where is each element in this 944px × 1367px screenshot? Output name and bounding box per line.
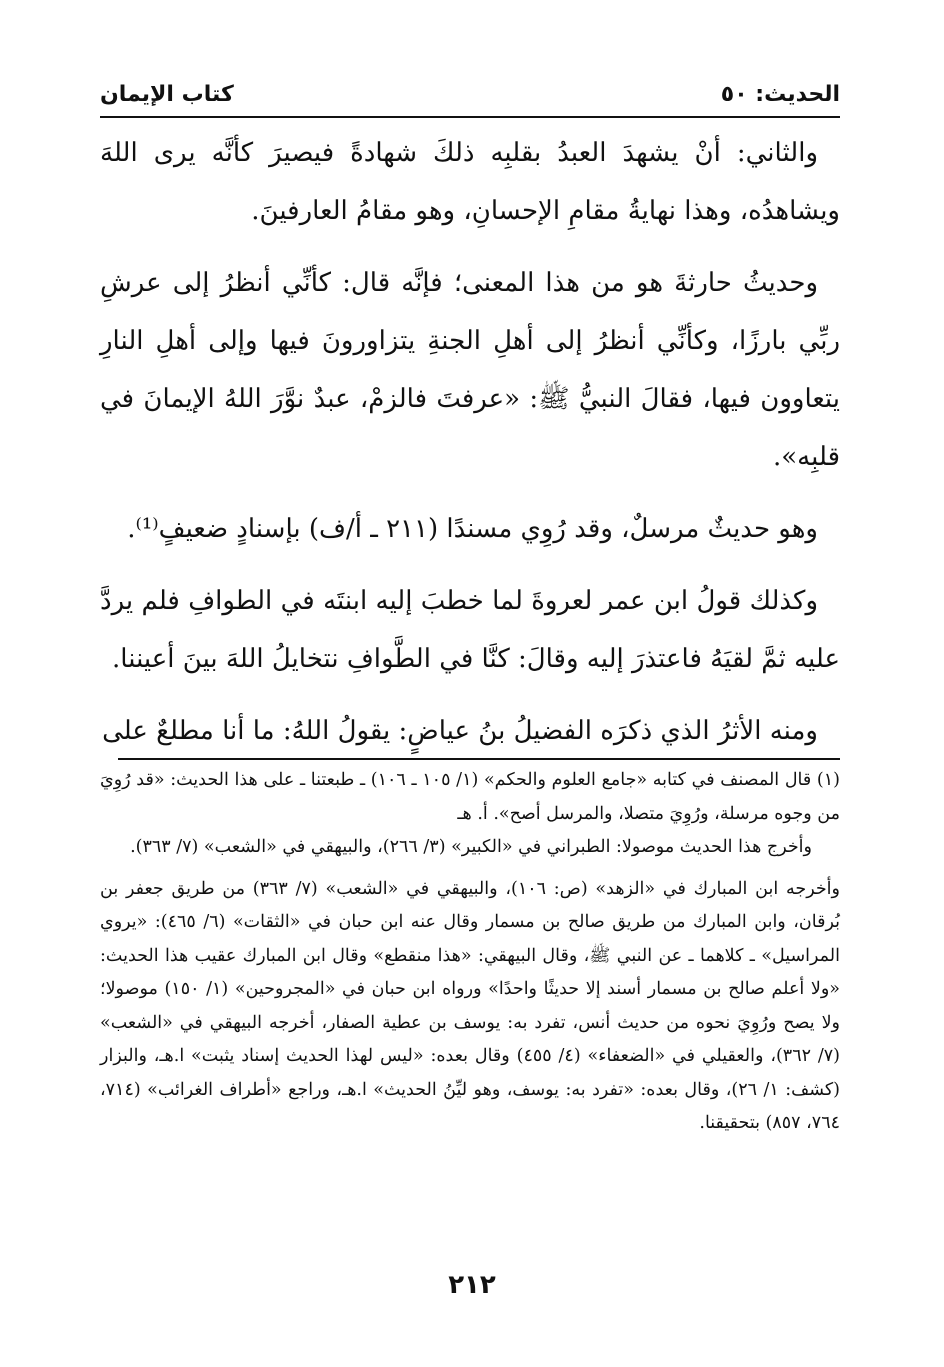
- page-number: ٢١٢: [448, 1270, 496, 1300]
- paragraph: ومنه الأثرُ الذي ذكرَه الفضيلُ بنُ عياضٍ: يقولُ اللهُ: ما أنا مطلعٌ على: [102, 716, 818, 746]
- paragraph: وكذلك قولُ ابن عمر لعروةَ لما خطبَ إليه ابنتَه في الطوافِ فلم يردَّ عليه ثمَّ لقيَهُ فاعتذرَ إليه وقالَ: كنَّا في الطَّوافِ نتخايلُ اللهَ بينَ أعيننا.: [100, 586, 840, 674]
- main-text: [100, 124, 840, 760]
- footnote-divider: [118, 758, 840, 760]
- paragraph: وهو حديثٌ مرسلٌ، وقد رُوِي مسندًا (٢١١ ـ أ/ف) بإسنادٍ ضعيفٍ⁽¹⁾.: [127, 514, 818, 544]
- footnote-text: وأخرج هذا الحديث موصولا: الطبراني في «الكبير» (٣/ ٢٦٦)، والبيهقي في «الشعب» (٧/ ٣٦٣).: [130, 837, 812, 857]
- footnotes: [100, 764, 840, 1141]
- paragraph: والثاني: أنْ يشهدَ العبدُ بقلبِه ذلكَ شهادةً فيصيرَ كأنَّه يرى اللهَ ويشاهدُه، وهذا نهايةُ مقامِ الإحسانِ، وهو مقامُ العارفينَ.: [100, 138, 840, 226]
- running-header: [100, 78, 840, 118]
- hadith-number: الحديث: ٥٠: [720, 82, 840, 107]
- footnote-text: (١) قال المصنف في كتابه «جامع العلوم والحكم» (١/ ١٠٥ ـ ١٠٦) ـ طبعتنا ـ على هذا الحديث: «قد رُوِيَ من وجوه مرسلة، ورُوِيَ متصلا، والمرسل أصح». أ. هـ: [100, 770, 840, 824]
- paragraph: وحديثُ حارثةَ هو من هذا المعنى؛ فإنَّه قال: كأنِّي أنظرُ إلى عرشِ ربِّي بارزًا، وكأنِّي أنظرُ إلى أهلِ الجنةِ يتزاورونَ فيها وإلى أهلِ النارِ يتعاوون فيها، فقالَ النبيُّ ﷺ: «عرفتَ فالزمْ، عبدٌ نوَّرَ اللهُ الإيمانَ في قلبِه».: [100, 268, 840, 472]
- footnote-text: وأخرجه ابن المبارك في «الزهد» (ص: ١٠٦)، والبيهقي في «الشعب» (٧/ ٣٦٣) من طريق جعفر بن بُرقان، وابن المبارك من طريق صالح بن مسمار وقال عنه ابن حبان في «الثقات» (٦/ ٤٦٥): «يروي المراسيل» ـ كلاهما ـ عن النبي ﷺ، وقال البيهقي: «هذا منقطع» وقال ابن المبارك عقيب هذا الحديث: «ولا أعلم صالح بن مسمار أسند إلا حديثًا واحدًا» ورواه ابن حبان في «المجروحين» (١/ ١٥٠) موصولا؛ ولا يصح ورُوِيَ نحوه من حديث أنس، تفرد به: يوسف بن عطية الصفار، أخرجه البيهقي في «الشعب» (٧/ ٣٦٢)، والعقيلي في «الضعفاء» (٤/ ٤٥٥) وقال بعده: «ليس لهذا الحديث إسناد يثبت» ا.هـ، والبزار (كشف: ١/ ٢٦)، وقال بعده: «تفرد به: يوسف، وهو ليِّنُ الحديث» ا.هـ، وراجع «أطراف الغرائب» (٧١٤، ٧٦٤، ٨٥٧) بتحقيقنا.: [100, 878, 840, 1133]
- book-title: كتاب الإيمان: [100, 82, 234, 107]
